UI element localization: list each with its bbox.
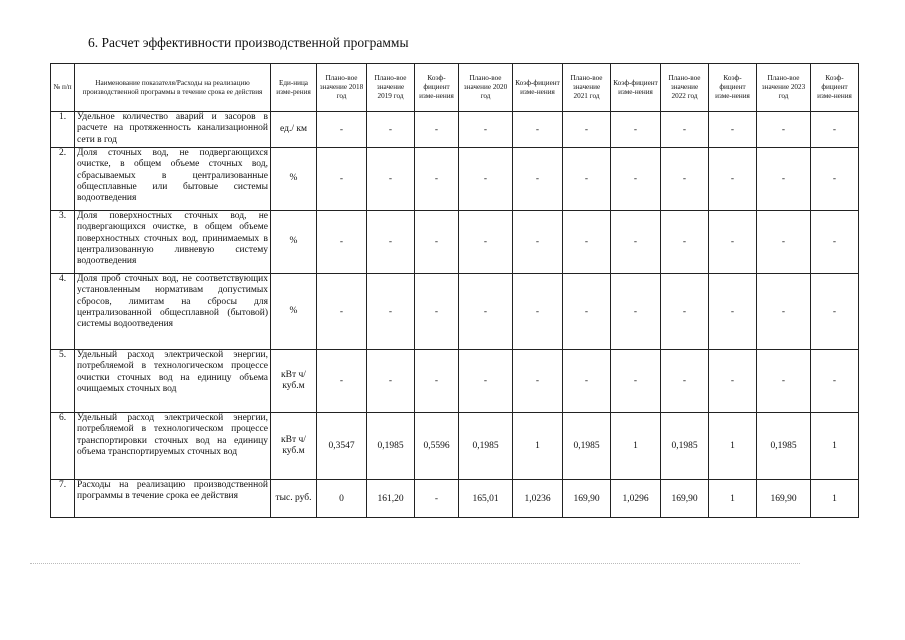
value-cell: -	[611, 274, 661, 350]
value-cell: -	[317, 350, 367, 413]
value-cell: -	[415, 274, 459, 350]
header-cell: Еди-ница изме-рения	[271, 64, 317, 112]
unit-cell: тыс. руб.	[271, 480, 317, 518]
row-number: 6.	[51, 413, 75, 480]
header-row	[51, 64, 859, 112]
value-cell: -	[513, 274, 563, 350]
value-cell: -	[317, 211, 367, 274]
value-cell: -	[811, 112, 859, 148]
value-cell: -	[811, 148, 859, 211]
value-cell: -	[611, 350, 661, 413]
indicator-name: Удельный расход электрической энергии, потребляемой в технологическом процессе очистки сточных вод на единицу объема очищаемых сточных вод	[75, 350, 271, 413]
value-cell: 1	[709, 480, 757, 518]
header-cell: Плано-вое значение 2022 год	[661, 64, 709, 112]
value-cell: -	[811, 211, 859, 274]
value-cell: -	[757, 350, 811, 413]
value-cell: -	[709, 112, 757, 148]
value-cell: 0	[317, 480, 367, 518]
value-cell: 169,90	[757, 480, 811, 518]
value-cell: -	[459, 112, 513, 148]
table-row	[51, 413, 859, 480]
unit-cell: %	[271, 211, 317, 274]
value-cell: 169,90	[563, 480, 611, 518]
table-row	[51, 274, 859, 350]
table-row	[51, 480, 859, 518]
header-cell: Наименование показателя/Расходы на реализацию производственной программы в течение срока ее действия	[75, 64, 271, 112]
value-cell: -	[513, 148, 563, 211]
value-cell: -	[709, 211, 757, 274]
value-cell: -	[415, 211, 459, 274]
value-cell: -	[661, 211, 709, 274]
value-cell: -	[563, 112, 611, 148]
header-cell: № п/п	[51, 64, 75, 112]
value-cell: 1,0236	[513, 480, 563, 518]
header-cell: Плано-вое значение 2023 год	[757, 64, 811, 112]
value-cell: 1	[611, 413, 661, 480]
value-cell: -	[367, 211, 415, 274]
value-cell: -	[317, 148, 367, 211]
value-cell: -	[757, 148, 811, 211]
value-cell: -	[415, 350, 459, 413]
value-cell: -	[757, 211, 811, 274]
value-cell: -	[757, 112, 811, 148]
value-cell: -	[367, 112, 415, 148]
value-cell: 161,20	[367, 480, 415, 518]
value-cell: -	[661, 350, 709, 413]
value-cell: 0,1985	[459, 413, 513, 480]
value-cell: -	[317, 112, 367, 148]
value-cell: -	[563, 274, 611, 350]
indicator-name: Доля поверхностных сточных вод, не подвергающихся очистке, в общем объеме поверхностных сточных вод, принимаемых в централизованную ливневую систему водоотведения	[75, 211, 271, 274]
value-cell: -	[563, 350, 611, 413]
value-cell: -	[459, 211, 513, 274]
value-cell: -	[757, 274, 811, 350]
value-cell: -	[459, 148, 513, 211]
value-cell: 1	[513, 413, 563, 480]
value-cell: -	[563, 211, 611, 274]
value-cell: 1	[811, 480, 859, 518]
indicator-name: Удельное количество аварий и засоров в расчете на протяженность канализационной сети в год	[75, 112, 271, 148]
value-cell: 0,1985	[563, 413, 611, 480]
header-cell: Коэф-фициент изме-нения	[709, 64, 757, 112]
value-cell: -	[661, 112, 709, 148]
row-number: 1.	[51, 112, 75, 148]
value-cell: -	[513, 350, 563, 413]
value-cell: 0,1985	[661, 413, 709, 480]
table-row	[51, 148, 859, 211]
value-cell: 169,90	[661, 480, 709, 518]
header-cell: Коэф-фициент изме-нения	[811, 64, 859, 112]
unit-cell: кВт ч/куб.м	[271, 350, 317, 413]
value-cell: -	[459, 274, 513, 350]
header-cell: Плано-вое значение 2021 год	[563, 64, 611, 112]
value-cell: -	[367, 274, 415, 350]
value-cell: -	[661, 274, 709, 350]
efficiency-table	[50, 63, 859, 518]
table-row	[51, 350, 859, 413]
value-cell: -	[709, 148, 757, 211]
value-cell: -	[415, 112, 459, 148]
value-cell: -	[709, 274, 757, 350]
row-number: 4.	[51, 274, 75, 350]
indicator-name: Расходы на реализацию производственной программы в течение срока ее действия	[75, 480, 271, 518]
value-cell: -	[611, 211, 661, 274]
value-cell: -	[367, 350, 415, 413]
header-cell: Плано-вое значение 2018 год	[317, 64, 367, 112]
value-cell: 1,0296	[611, 480, 661, 518]
header-cell: Коэф-фициент изме-нения	[415, 64, 459, 112]
row-number: 3.	[51, 211, 75, 274]
row-number: 7.	[51, 480, 75, 518]
value-cell: 0,5596	[415, 413, 459, 480]
value-cell: 0,3547	[317, 413, 367, 480]
unit-cell: %	[271, 148, 317, 211]
value-cell: -	[611, 148, 661, 211]
value-cell: 1	[811, 413, 859, 480]
header-cell: Плано-вое значение 2019 год	[367, 64, 415, 112]
scan-artifact-line	[30, 563, 800, 565]
value-cell: -	[811, 274, 859, 350]
value-cell: -	[459, 350, 513, 413]
value-cell: -	[563, 148, 611, 211]
value-cell: -	[709, 350, 757, 413]
value-cell: -	[661, 148, 709, 211]
header-cell: Коэф-фициент изме-нения	[513, 64, 563, 112]
unit-cell: кВт ч/куб.м	[271, 413, 317, 480]
header-cell: Плано-вое значение 2020 год	[459, 64, 513, 112]
value-cell: -	[513, 211, 563, 274]
value-cell: 165,01	[459, 480, 513, 518]
indicator-name: Доля сточных вод, не подвергающихся очистке, в общем объеме сточных вод, сбрасываемых в централизованные общесплавные или бытовые системы водоотведения	[75, 148, 271, 211]
unit-cell: ед./ км	[271, 112, 317, 148]
value-cell: 1	[709, 413, 757, 480]
section-title: 6. Расчет эффективности производственной программы	[88, 35, 409, 50]
value-cell: -	[317, 274, 367, 350]
value-cell: 0,1985	[757, 413, 811, 480]
value-cell: -	[811, 350, 859, 413]
value-cell: -	[513, 112, 563, 148]
value-cell: -	[367, 148, 415, 211]
indicator-name: Удельный расход электрической энергии, потребляемой в технологическом процессе транспортировки сточных вод на единицу объема транспортируемых сточных вод	[75, 413, 271, 480]
indicator-name: Доля проб сточных вод, не соответствующих установленным нормативам допустимых сбросов, лимитам на сбросы для централизованной общесплавной (бытовой) системы водоотведения	[75, 274, 271, 350]
value-cell: 0,1985	[367, 413, 415, 480]
row-number: 5.	[51, 350, 75, 413]
table-row	[51, 211, 859, 274]
unit-cell: %	[271, 274, 317, 350]
row-number: 2.	[51, 148, 75, 211]
value-cell: -	[415, 148, 459, 211]
value-cell: -	[611, 112, 661, 148]
header-cell: Коэф-фициент изме-нения	[611, 64, 661, 112]
value-cell: -	[415, 480, 459, 518]
table-row	[51, 112, 859, 148]
